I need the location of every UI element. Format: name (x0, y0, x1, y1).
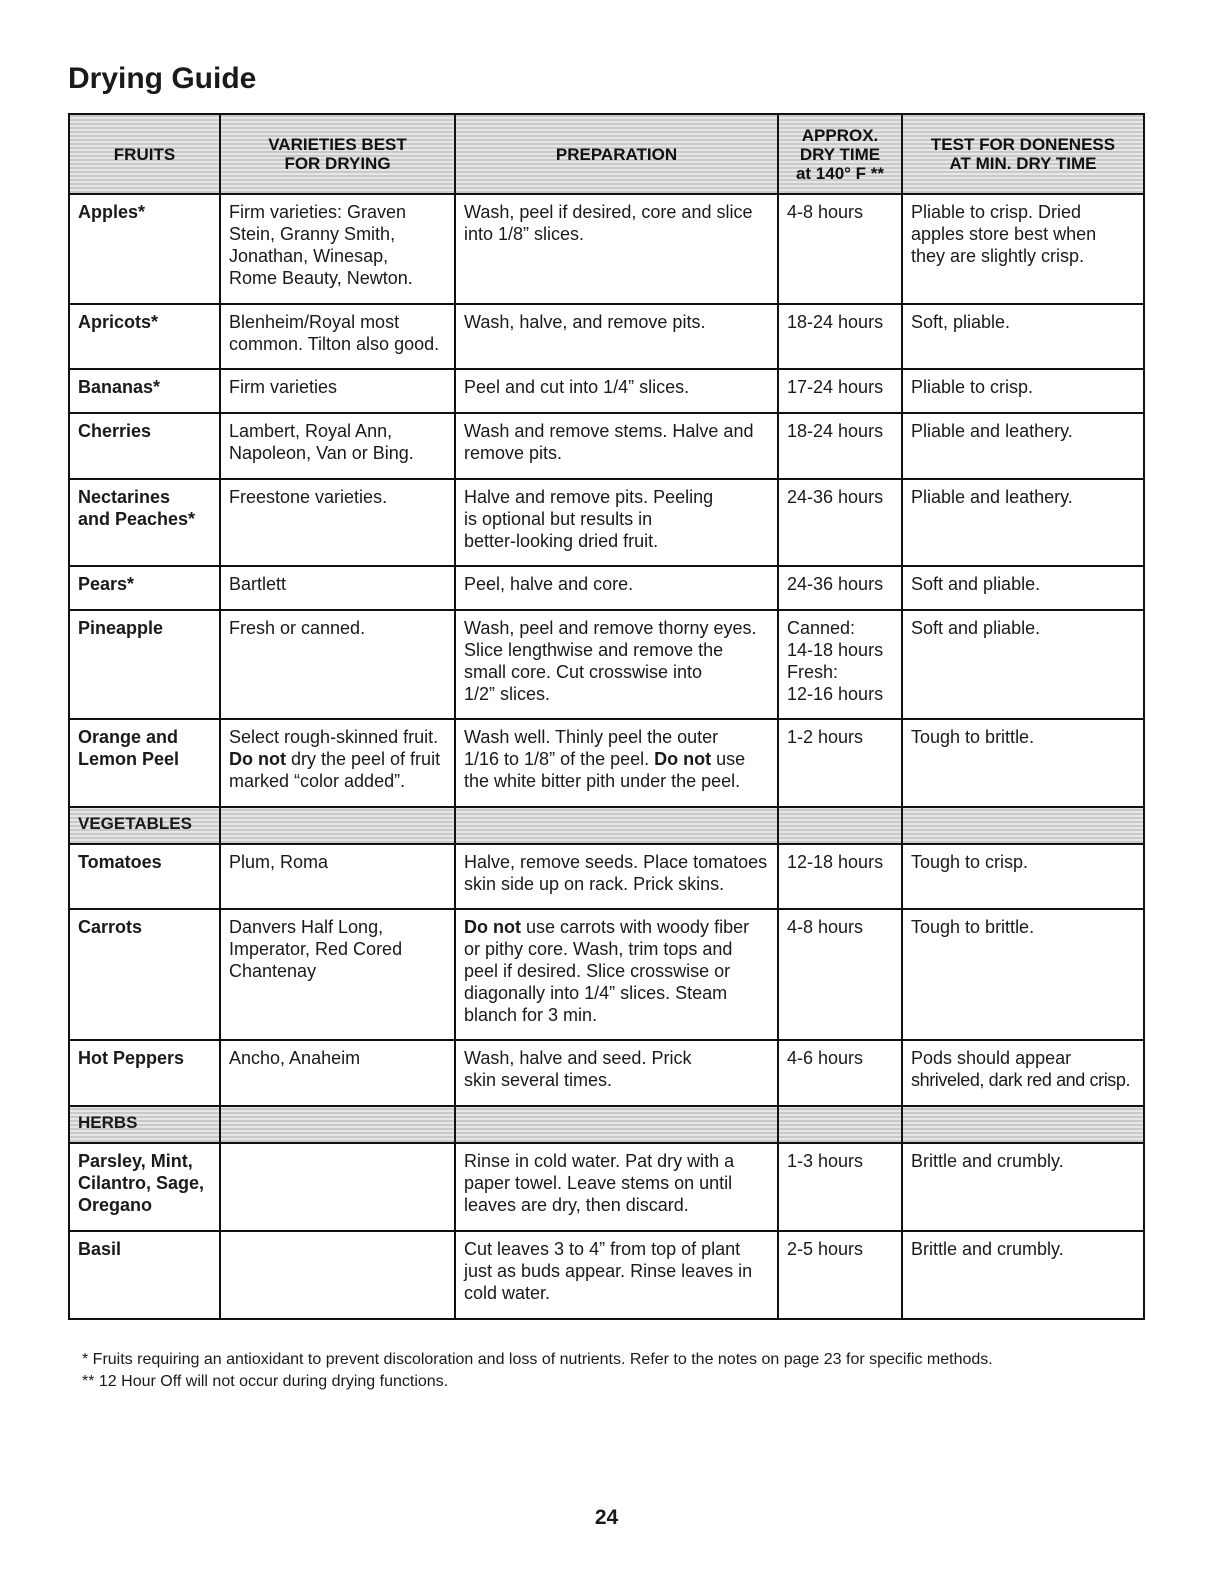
row-test: Soft, pliable. (902, 304, 1144, 369)
row-preparation: Halve and remove pits. Peeling is optional but results in better-looking dried fruit. (455, 479, 778, 566)
row-name: Carrots (69, 909, 220, 1040)
row-time: 18-24 hours (778, 304, 902, 369)
section-filler (220, 807, 455, 844)
row-time: 1-3 hours (778, 1143, 902, 1231)
row-name: Pineapple (69, 610, 220, 719)
row-time: 17-24 hours (778, 369, 902, 413)
footnotes (82, 1349, 993, 1393)
row-name: Bananas* (69, 369, 220, 413)
row-name: Hot Peppers (69, 1040, 220, 1106)
table-row (69, 194, 1144, 304)
table-row (69, 479, 1144, 566)
row-varieties: Select rough-skinned fruit. Do not dry the peel of fruit marked “color added”. (220, 719, 455, 807)
row-name: Parsley, Mint, Cilantro, Sage, Oregano (69, 1143, 220, 1231)
row-name: Apples* (69, 194, 220, 304)
row-test: Pliable to crisp. (902, 369, 1144, 413)
row-preparation: Wash, halve and seed. Prick skin several times. (455, 1040, 778, 1106)
table-row (69, 566, 1144, 610)
row-preparation: Do not use carrots with woody fiber or pithy core. Wash, trim tops and peel if desired. Slice crosswise or diagonally into 1/4” slices. Steam blanch for 3 min. (455, 909, 778, 1040)
table-row (69, 844, 1144, 909)
row-preparation: Halve, remove seeds. Place tomatoes skin side up on rack. Prick skins. (455, 844, 778, 909)
row-preparation: Cut leaves 3 to 4” from top of plant just as buds appear. Rinse leaves in cold water. (455, 1231, 778, 1319)
row-varieties (220, 1231, 455, 1319)
table-row (69, 304, 1144, 369)
row-varieties: Firm varieties (220, 369, 455, 413)
row-time: 4-8 hours (778, 194, 902, 304)
table-row (69, 413, 1144, 479)
page-number: 24 (594, 1506, 619, 1529)
section-header-vegetables (69, 807, 1144, 844)
header-test-doneness: TEST FOR DONENESS AT MIN. DRY TIME (902, 114, 1144, 194)
table-row (69, 1231, 1144, 1319)
row-varieties (220, 1143, 455, 1231)
row-time: 24-36 hours (778, 479, 902, 566)
row-name: Pears* (69, 566, 220, 610)
row-preparation: Peel, halve and core. (455, 566, 778, 610)
row-name: Basil (69, 1231, 220, 1319)
section-header-herbs (69, 1106, 1144, 1143)
row-time: 18-24 hours (778, 413, 902, 479)
row-varieties: Plum, Roma (220, 844, 455, 909)
row-test: Pliable to crisp. Dried apples store best when they are slightly crisp. (902, 194, 1144, 304)
row-name: Nectarines and Peaches* (69, 479, 220, 566)
row-name: Tomatoes (69, 844, 220, 909)
row-varieties: Blenheim/Royal most common. Tilton also good. (220, 304, 455, 369)
table-row (69, 719, 1144, 807)
row-varieties: Danvers Half Long, Imperator, Red Cored Chantenay (220, 909, 455, 1040)
section-filler (902, 807, 1144, 844)
row-name: Orange and Lemon Peel (69, 719, 220, 807)
table-row (69, 369, 1144, 413)
row-time: 4-8 hours (778, 909, 902, 1040)
row-preparation: Wash and remove stems. Halve and remove pits. (455, 413, 778, 479)
section-filler (455, 1106, 778, 1143)
row-varieties: Bartlett (220, 566, 455, 610)
page-title: Drying Guide (68, 62, 257, 95)
section-label: HERBS (69, 1106, 220, 1143)
row-preparation: Rinse in cold water. Pat dry with a paper towel. Leave stems on until leaves are dry, then discard. (455, 1143, 778, 1231)
row-preparation: Peel and cut into 1/4” slices. (455, 369, 778, 413)
row-time: 12-18 hours (778, 844, 902, 909)
table-row (69, 1040, 1144, 1106)
row-test: Brittle and crumbly. (902, 1143, 1144, 1231)
footnote-hour-off: ** 12 Hour Off will not occur during drying functions. (82, 1373, 449, 1390)
row-test: Soft and pliable. (902, 566, 1144, 610)
row-test: Tough to crisp. (902, 844, 1144, 909)
row-varieties: Firm varieties: Graven Stein, Granny Smith, Jonathan, Winesap, Rome Beauty, Newton. (220, 194, 455, 304)
header-dry-time: APPROX. DRY TIME at 140° F ** (778, 114, 902, 194)
table-row (69, 610, 1144, 719)
row-test: Brittle and crumbly. (902, 1231, 1144, 1319)
section-filler (220, 1106, 455, 1143)
row-test: Pods should appear shriveled, dark red and crisp. (902, 1040, 1144, 1106)
row-test: Soft and pliable. (902, 610, 1144, 719)
row-test: Tough to brittle. (902, 909, 1144, 1040)
drying-guide-table (68, 113, 1145, 1320)
section-filler (778, 807, 902, 844)
header-preparation: PREPARATION (455, 114, 778, 194)
row-preparation: Wash, peel and remove thorny eyes. Slice lengthwise and remove the small core. Cut crosswise into 1/2” slices. (455, 610, 778, 719)
table-row (69, 1143, 1144, 1231)
row-varieties: Lambert, Royal Ann, Napoleon, Van or Bing. (220, 413, 455, 479)
header-varieties: VARIETIES BEST FOR DRYING (220, 114, 455, 194)
row-test: Pliable and leathery. (902, 413, 1144, 479)
header-row (69, 114, 1144, 194)
section-filler (778, 1106, 902, 1143)
section-label: VEGETABLES (69, 807, 220, 844)
row-name: Cherries (69, 413, 220, 479)
row-varieties: Ancho, Anaheim (220, 1040, 455, 1106)
section-filler (455, 807, 778, 844)
row-preparation: Wash well. Thinly peel the outer 1/16 to 1/8” of the peel. Do not use the white bitter pith under the peel. (455, 719, 778, 807)
row-time: 1-2 hours (778, 719, 902, 807)
row-varieties: Fresh or canned. (220, 610, 455, 719)
row-time: 24-36 hours (778, 566, 902, 610)
header-fruits: FRUITS (69, 114, 220, 194)
table-row (69, 909, 1144, 1040)
row-time: Canned: 14-18 hours Fresh: 12-16 hours (778, 610, 902, 719)
row-test: Tough to brittle. (902, 719, 1144, 807)
row-test: Pliable and leathery. (902, 479, 1144, 566)
row-preparation: Wash, halve, and remove pits. (455, 304, 778, 369)
row-varieties: Freestone varieties. (220, 479, 455, 566)
row-name: Apricots* (69, 304, 220, 369)
section-filler (902, 1106, 1144, 1143)
footnote-antioxidant: * Fruits requiring an antioxidant to prevent discoloration and loss of nutrients. Refer to the notes on page 23 for specific methods. (82, 1351, 993, 1368)
row-time: 4-6 hours (778, 1040, 902, 1106)
row-time: 2-5 hours (778, 1231, 902, 1319)
row-preparation: Wash, peel if desired, core and slice into 1/8” slices. (455, 194, 778, 304)
